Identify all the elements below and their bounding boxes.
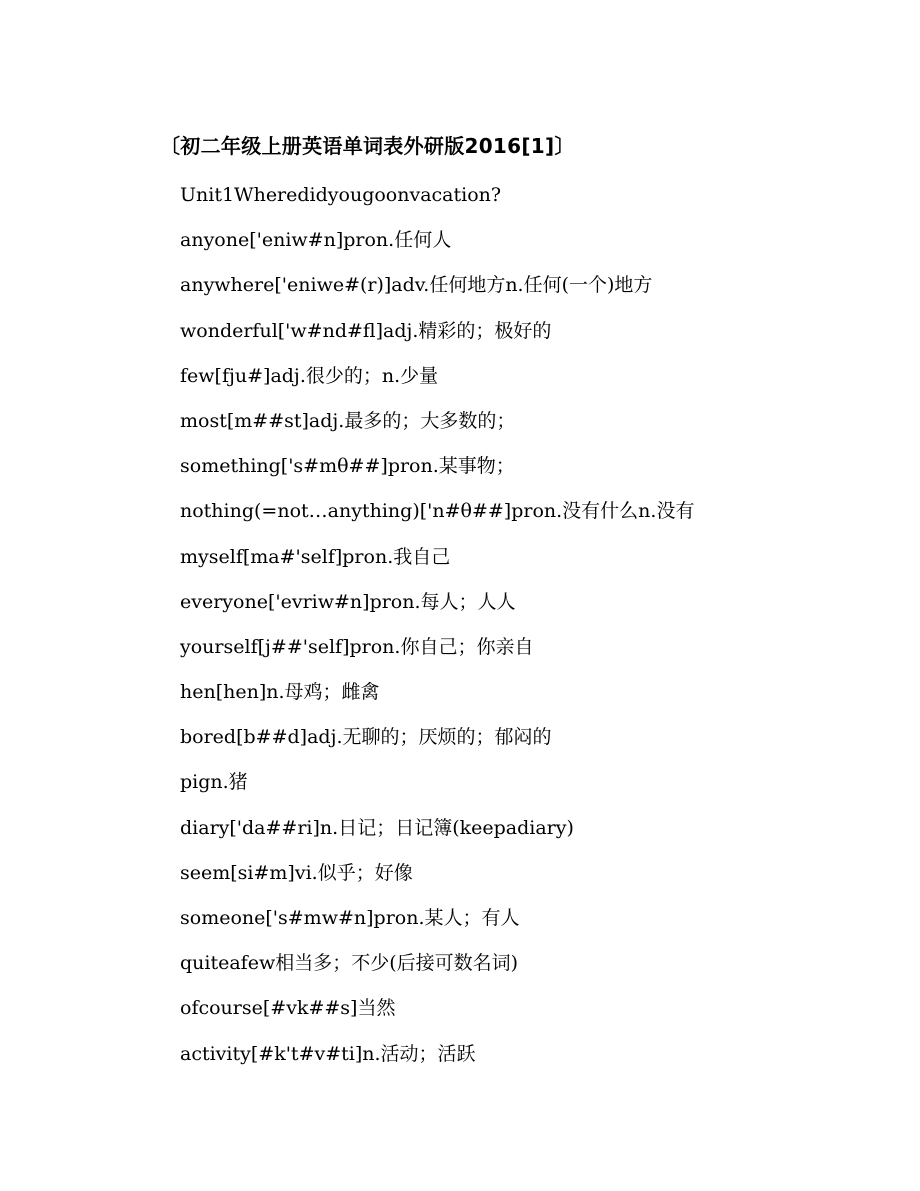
vocab-entry: nothing(=not…anything)['n#θ##]pron.没有什么n.没有 (180, 500, 695, 523)
vocab-entry: someone['s#mw#n]pron.某人；有人 (180, 907, 520, 929)
vocab-entry: something['s#mθ##]pron.某事物； (180, 455, 515, 478)
vocab-entry: diary['da##ri]n.日记；日记簿(keepadiary) (180, 816, 574, 839)
vocab-entry: most[m##st]adj.最多的；大多数的； (180, 409, 516, 432)
vocab-entry: yourself[j##'self]pron.你自己；你亲自 (180, 635, 534, 658)
vocab-entry: everyone['evriw#n]pron.每人；人人 (180, 590, 516, 613)
vocab-entry: ofcourse[#vk##s]当然 (180, 997, 396, 1020)
document-title: 〔初二年级上册英语单词表外研版2016[1]〕 (160, 134, 575, 158)
vocab-entry: myself[ma#'self]pron.我自己 (180, 545, 451, 568)
vocab-entry: hen[hen]n.母鸡；雌禽 (180, 681, 380, 704)
vocab-entry: wonderful['w#nd#fl]adj.精彩的；极好的 (180, 319, 552, 342)
vocab-entry: quiteafew相当多；不少(后接可数名词) (180, 952, 519, 975)
unit-heading: Unit1Wheredidyougoonvacation? (180, 184, 502, 206)
vocab-entry: bored[b##d]adj.无聊的；厌烦的；郁闷的 (180, 726, 552, 749)
vocab-entry: anyone['eniw#n]pron.任何人 (180, 229, 452, 252)
vocab-entry: anywhere['eniwe#(r)]adv.任何地方n.任何(一个)地方 (180, 274, 653, 297)
vocab-entry: activity[#k't#v#ti]n.活动；活跃 (180, 1042, 476, 1065)
vocab-entry: seem[si#m]vi.似乎；好像 (180, 861, 413, 884)
vocabulary-list (180, 181, 694, 1085)
vocab-entry: few[fju#]adj.很少的；n.少量 (180, 364, 439, 387)
vocab-entry: pign.猪 (180, 771, 248, 794)
